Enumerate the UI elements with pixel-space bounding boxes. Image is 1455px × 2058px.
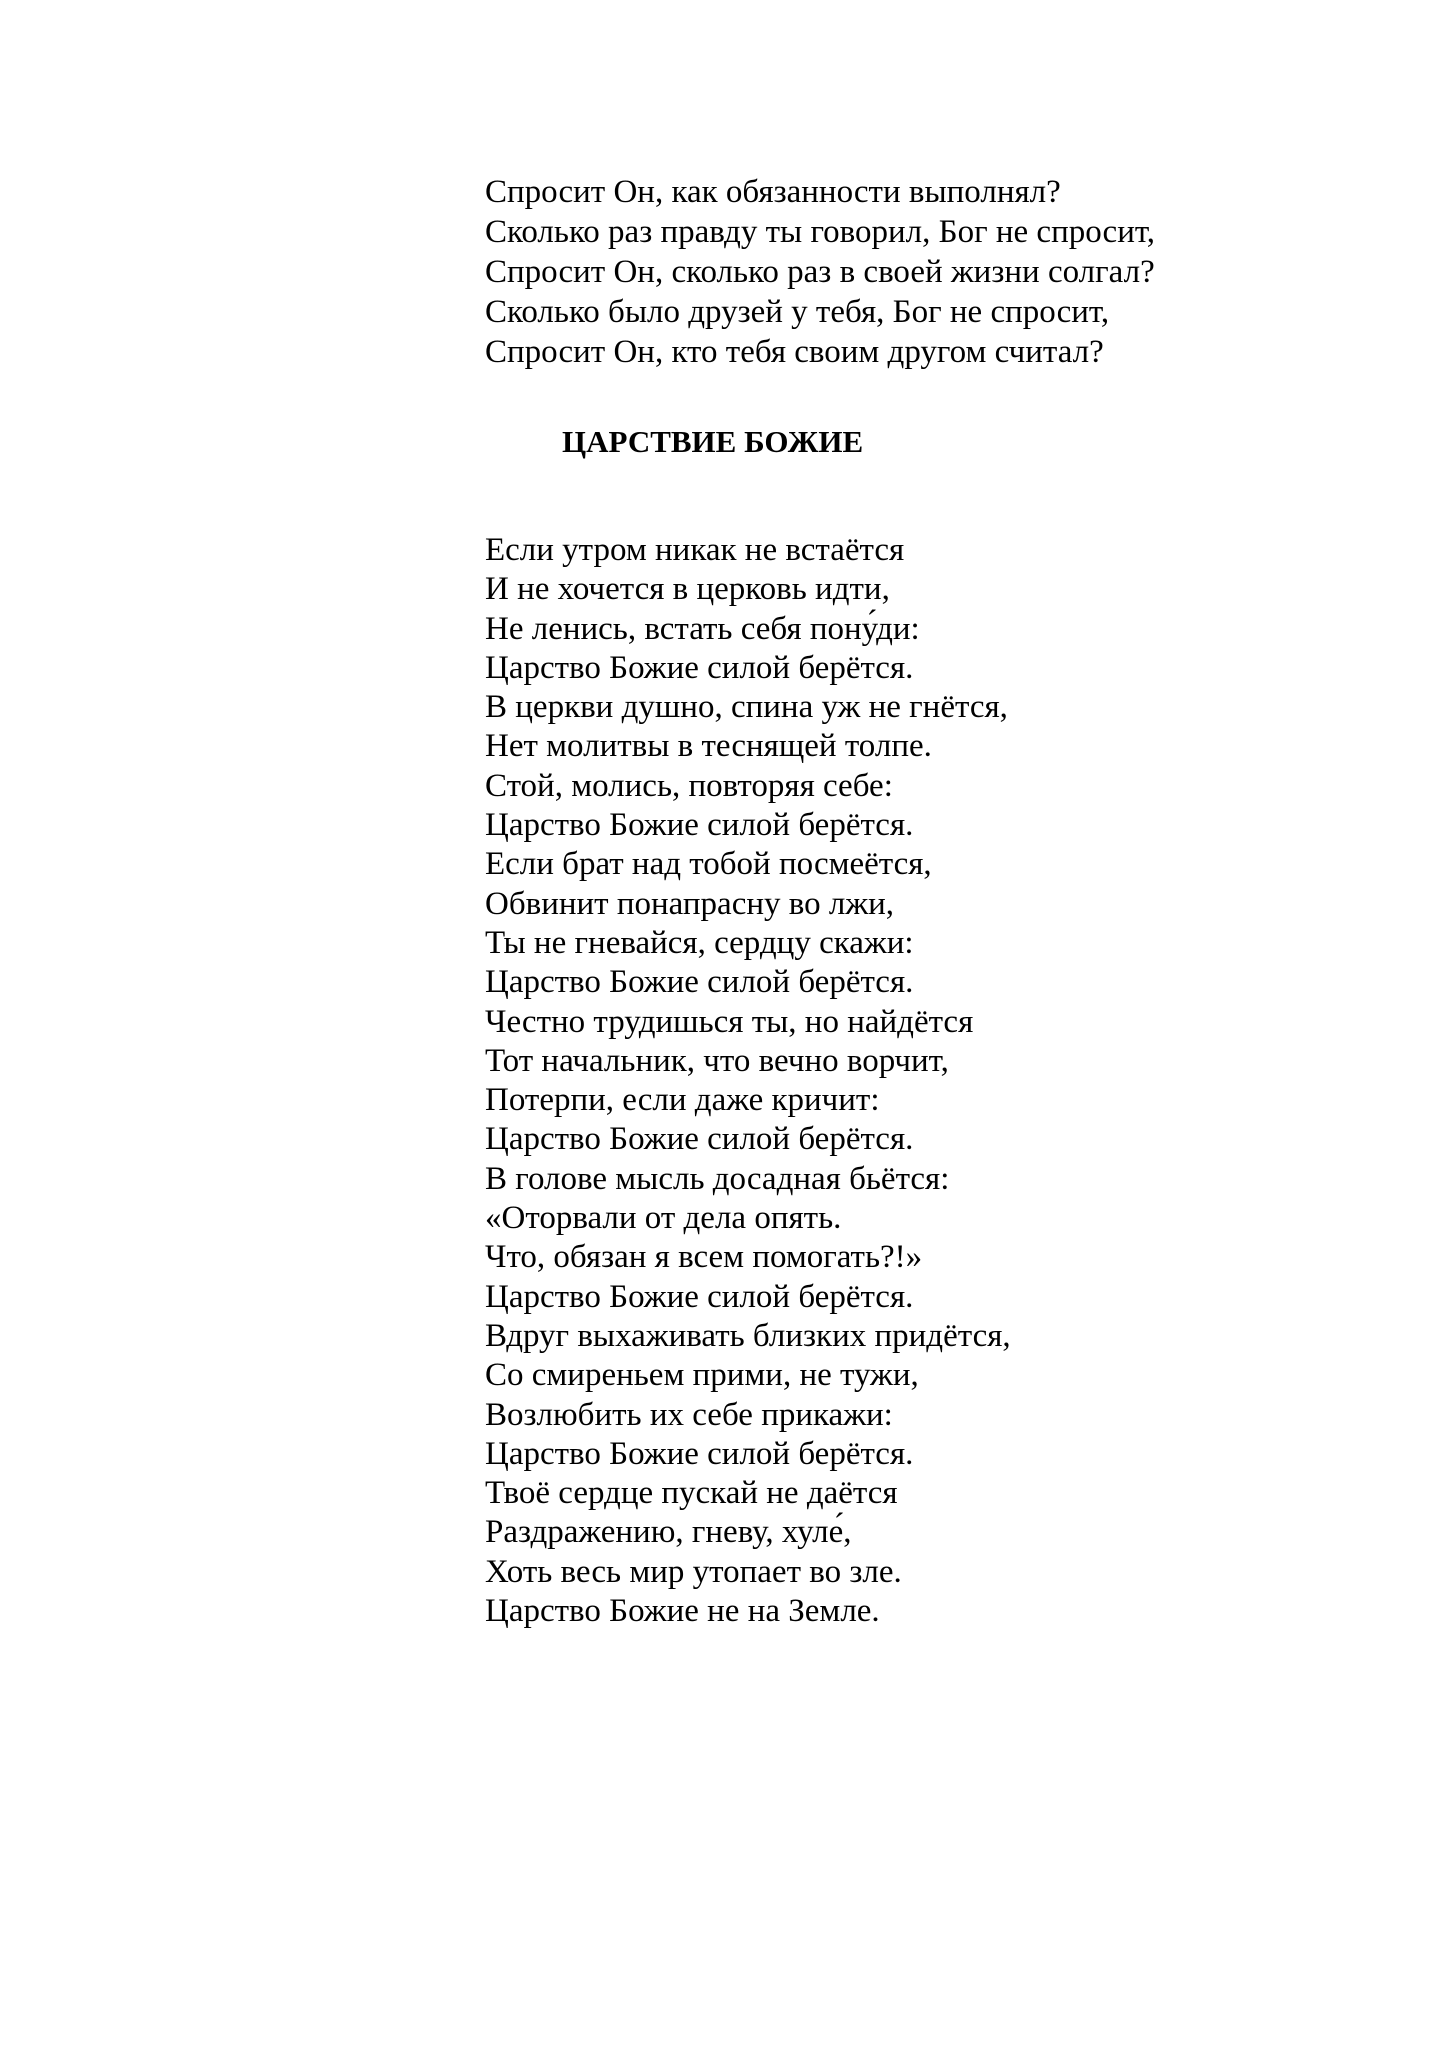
poem-line: Хоть весь мир утопает во зле. (485, 1553, 902, 1590)
poem-line: Вдруг выхаживать близких придётся, (485, 1317, 1011, 1354)
poem-line: Царство Божие не на Земле. (485, 1593, 880, 1630)
poem-line: Тот начальник, что вечно ворчит, (485, 1042, 949, 1079)
poem-line: Раздражению, гневу, хуле́, (485, 1514, 852, 1551)
poem-body (485, 531, 1385, 1631)
intro-line: Сколько раз правду ты говорил, Бог не спросит, (485, 214, 1156, 250)
poem-line: И не хочется в церковь идти, (485, 571, 890, 608)
poem-line: Стой, молись, повторяя себе: (485, 767, 893, 804)
poem-line: Ты не гневайся, сердцу скажи: (485, 924, 914, 961)
poem-line: Царство Божие силой берётся. (485, 964, 914, 1001)
intro-line: Спросит Он, сколько раз в своей жизни солгал? (485, 254, 1155, 290)
poem-line: Царство Божие силой берётся. (485, 807, 914, 844)
poem-line: Твоё сердце пускай не даётся (485, 1475, 898, 1512)
poem-line: В церкви душно, спина уж не гнётся, (485, 689, 1008, 726)
poem-title: ЦАРСТВИЕ БОЖИЕ (562, 424, 864, 459)
poem-line: Нет молитвы в теснящей толпе. (485, 728, 932, 765)
poem-line: Если брат над тобой посмеётся, (485, 846, 932, 883)
poem-line: Что, обязан я всем помогать?!» (485, 1239, 923, 1276)
intro-line: Спросит Он, как обязанности выполнял? (485, 174, 1061, 210)
poem-line: Царство Божие силой берётся. (485, 1435, 914, 1472)
poem-line: Возлюбить их себе прикажи: (485, 1396, 893, 1433)
poem-line: Со смиреньем прими, не тужи, (485, 1357, 919, 1394)
poem-line: Честно трудишься ты, но найдётся (485, 1003, 974, 1040)
poem-line: «Оторвали от дела опять. (485, 1200, 842, 1237)
intro-line: Сколько было друзей у тебя, Бог не спросит, (485, 294, 1110, 330)
poem-line: Потерпи, если даже кричит: (485, 1082, 880, 1119)
poem-line: Царство Божие силой берётся. (485, 649, 914, 686)
intro-stanza (485, 172, 1385, 372)
poem-line: Если утром никак не встаётся (485, 532, 905, 568)
poem-line: Царство Божие силой берётся. (485, 1278, 914, 1315)
poem-line: В голове мысль досадная бьётся: (485, 1160, 950, 1197)
poem-line: Обвинит понапрасну во лжи, (485, 885, 895, 922)
poem-line: Царство Божие силой берётся. (485, 1121, 914, 1158)
poem-line: Не ленись, встать себя пону́ди: (485, 610, 920, 647)
intro-line: Спросит Он, кто тебя своим другом считал? (485, 334, 1104, 370)
